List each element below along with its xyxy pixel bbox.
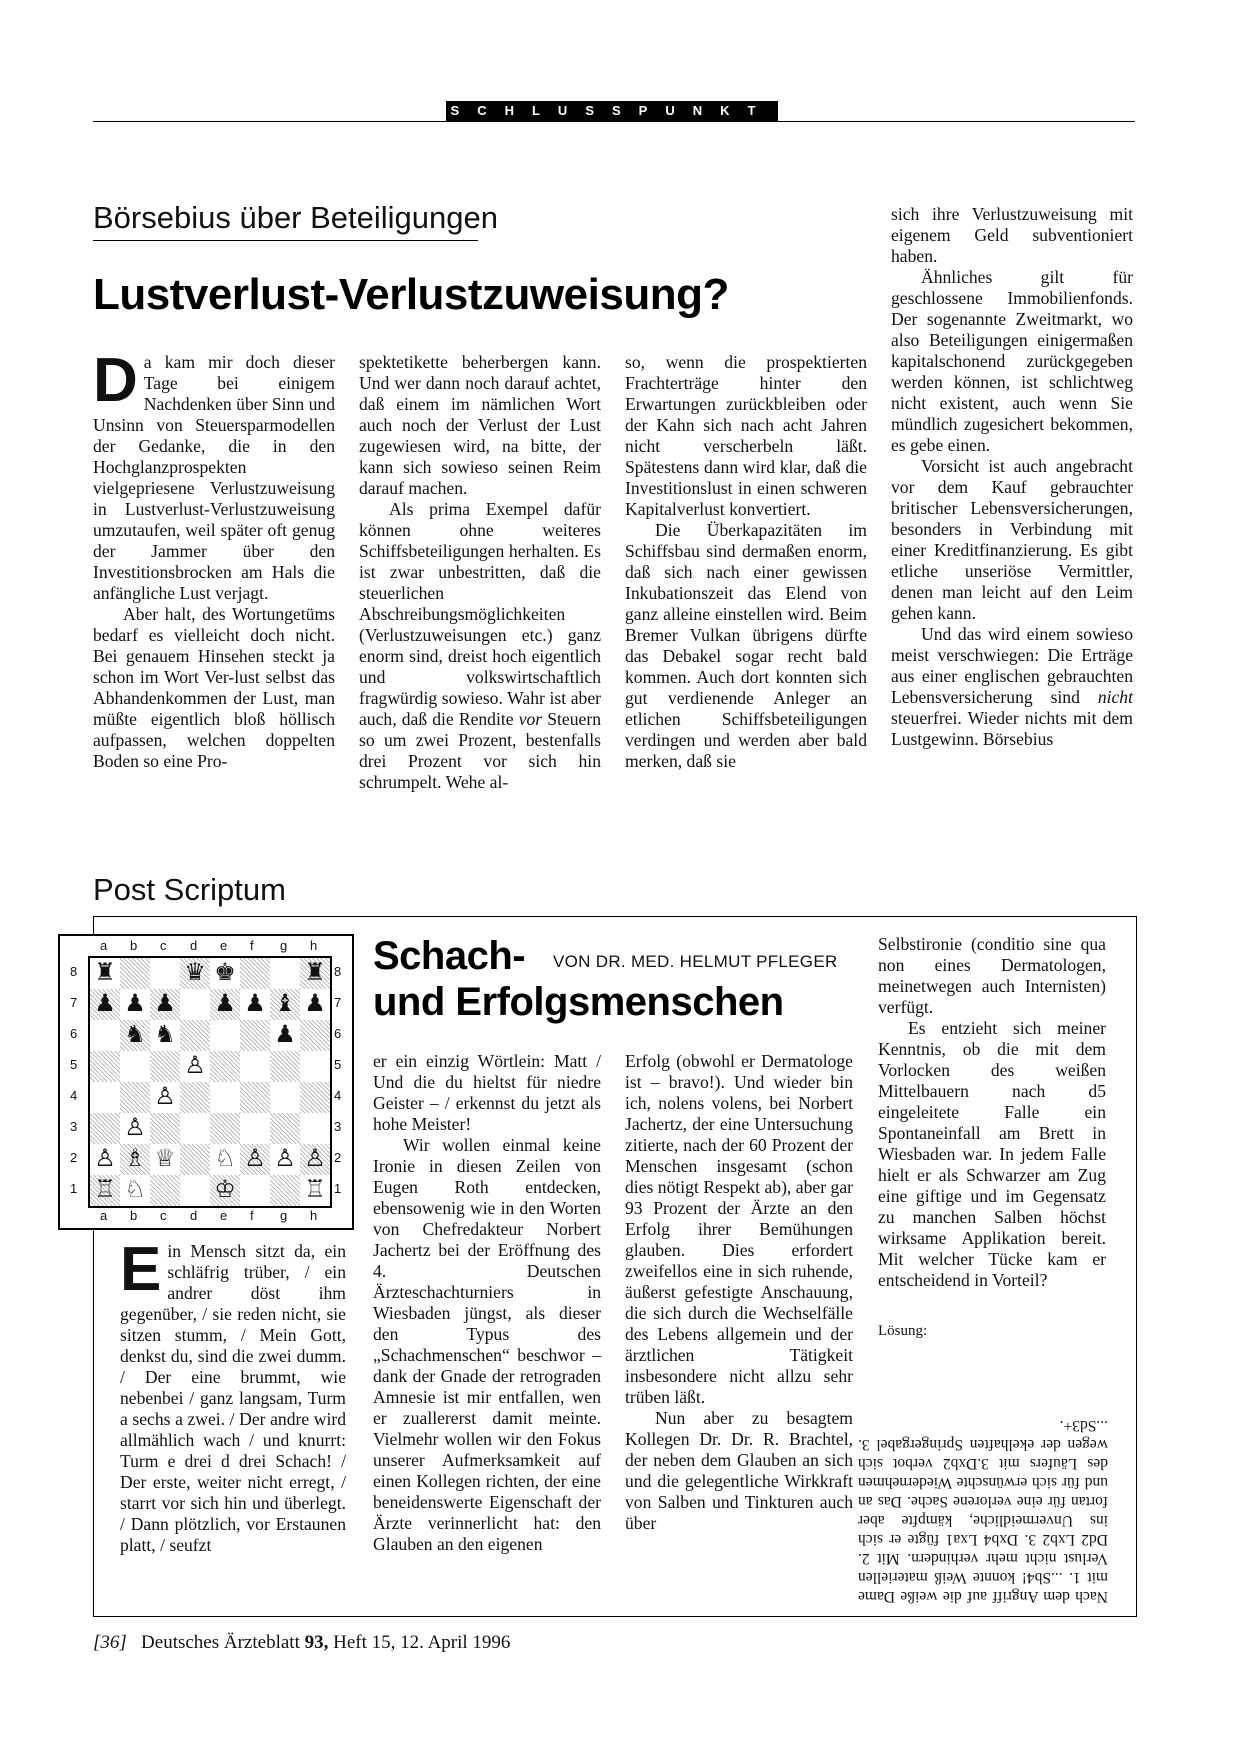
ps-byline: VON DR. MED. HELMUT PFLEGER: [553, 952, 838, 971]
rank-label: 3: [334, 1119, 342, 1134]
article-column-2: [359, 352, 601, 793]
paragraph: Selbstironie (conditio sine qua non eines Dermatologen, meinetwegen auch Internisten) verfügt.: [878, 934, 1106, 1017]
square-a8: ♜: [94, 960, 116, 986]
square-a4: [90, 1082, 120, 1113]
file-label: g: [280, 1208, 288, 1223]
square-e5: [210, 1051, 240, 1082]
paragraph: Erfolg (obwohl er Dermatologe ist – bravo!). Und wieder bin ich, nolens volens, bei Norbert Jachertz, der eine Untersuchung zitierte, nach der 60 Prozent der Menschen insgesamt (schon dies nötigt Respekt ab), aber gar 93 Prozent der Ärzte an den Erfolg ihrer Bemühungen glauben. Dies erfordert zweifellos eine in sich ruhende, äußerst gefestigte Anschauung, die sich durch die Wechselfälle des Lebens allgemein und der ärztlichen Tätigkeit insbesondere nicht allzu sehr trüben läßt.: [625, 1051, 853, 1407]
paragraph: Und das wird einem sowieso meist verschwiegen: Die Erträge aus einer englischen gebrauchten Lebensversicherung sind nicht steuerfrei. Wieder nichts mit dem Lustgewinn. Börsebius: [891, 624, 1133, 749]
square-h6: [300, 1020, 330, 1051]
rank-label: 8: [70, 964, 78, 979]
square-f2: ♙: [240, 1144, 270, 1175]
rank-label: 5: [70, 1057, 78, 1072]
square-e1: ♔: [210, 1175, 240, 1206]
chess-diagram: [58, 934, 354, 1230]
ps-column-1: [120, 1235, 346, 1556]
square-b2: ♗: [120, 1144, 150, 1175]
file-label: a: [100, 938, 108, 953]
square-a2: ♙: [94, 1146, 116, 1172]
rank-label: 1: [70, 1181, 78, 1196]
square-e4: [210, 1082, 240, 1113]
square-a7: ♟: [90, 989, 120, 1020]
header-rule: [93, 121, 1135, 122]
square-f8: [240, 958, 270, 989]
file-label: f: [250, 1208, 254, 1223]
article-column-4: [891, 204, 1133, 750]
square-c7: ♟: [150, 989, 180, 1020]
square-b5: [120, 1051, 150, 1082]
square-d1: [180, 1175, 210, 1206]
square-f1: [240, 1175, 270, 1206]
article-column-3: [625, 352, 867, 772]
rank-label: 7: [334, 995, 342, 1010]
square-c3: [150, 1113, 180, 1144]
square-h1: ♖: [304, 1177, 326, 1203]
file-label: d: [190, 1208, 198, 1223]
paragraph: Die Überkapazitäten im Schiffsbau sind dermaßen enorm, daß sich nach einer gewissen Inkubationszeit das Elend von ganz alleine einstellen wird. Beim Bremer Vulkan übrigens dürfte das Debakel sogar recht bald kommen. Auch dort konnten sich gut verdienende Anleger an etlichen Schiffsbeteiligungen verdingen und werden aber bald merken, daß sie: [625, 520, 867, 771]
square-d5: ♙: [184, 1053, 206, 1079]
square-f5: [240, 1051, 270, 1082]
square-e7: ♟: [210, 989, 240, 1020]
square-a1: ♖: [90, 1175, 120, 1206]
rank-label: 1: [334, 1181, 342, 1196]
square-a5: [90, 1051, 120, 1082]
solution-label: Lösung:: [878, 1323, 928, 1339]
article-column-1: [93, 346, 335, 772]
file-label: h: [310, 938, 318, 953]
rank-label: 2: [70, 1150, 78, 1165]
section-tag: SCHLUSSPUNKT: [446, 101, 778, 121]
article-kicker: Börsebius über Beteiligungen: [93, 200, 498, 235]
paragraph: spektetikette beherbergen kann. Und wer dann noch darauf achtet, daß einem im nämlichen Wort auch noch der Verlust der Lust zugewiesen wird, na bitte, der kann sich sowieso seinen Reim darauf machen.: [359, 352, 601, 498]
file-label: b: [130, 1208, 138, 1223]
square-g3: [270, 1113, 300, 1144]
file-label: d: [190, 938, 198, 953]
article-dropcap: D: [93, 346, 138, 415]
file-label: h: [310, 1208, 318, 1223]
paragraph: Ähnliches gilt für geschlossene Immobilienfonds. Der sogenannte Zweitmarkt, wo also Beteiligungen einigermaßen kapitalschonend zurückgegeben werden können, ist schlichtweg nicht existent, auch wenn Sie mündlich zugesichert bekommen, es gebe einen.: [891, 267, 1133, 455]
article-headline: Lustverlust-Verlustzuweisung?: [93, 270, 729, 319]
paragraph: so, wenn die prospektierten Frachterträge hinter den Erwartungen zurückbleiben oder der Kahn sich nach acht Jahren nicht verscherbeln läßt. Spätestens dann wird klar, daß die Investitionslust in einen schweren Kapitalverlust konvertiert.: [625, 352, 867, 519]
square-a6: [90, 1020, 120, 1051]
square-d7: [180, 989, 210, 1020]
file-label: a: [100, 1208, 108, 1223]
square-b7: ♟: [124, 991, 146, 1017]
square-b4: [120, 1082, 150, 1113]
paragraph: sich ihre Verlustzuweisung mit eigenem Geld subventioniert haben.: [891, 204, 1133, 266]
ps-column-2: [373, 1051, 601, 1555]
paragraph: a kam mir doch dieser Tage bei einigem Nachdenken über Sinn und Unsinn von Steuersparmodellen der Gedanke, die in den Hochglanzprospekten vielgepriesene Verlustzuweisung in Lustverlust-Verlustzuweisung umzutaufen, weil später oft genug der Jammer über den Investitionsbrocken am Hals die anfängliche Lust verjagt.: [93, 352, 335, 603]
square-f7: ♟: [244, 991, 266, 1017]
chess-board: [88, 956, 332, 1208]
paragraph: Wir wollen einmal keine Ironie in diesen Zeilen von Eugen Roth entdecken, ebensowenig wie in den Worten von Chefredakteur Norbert Jachertz bei der Eröffnung des 4. Deutschen Ärzteschachturniers in Wiesbaden jüngst, als dieser den Typus des „Schachmenschen“ beschwor – dank der Gnade der retrograden Amnesie ist mir entfallen, wen er zuallererst damit meinte. Vielmehr wollen wir den Fokus unserer Aufmerksamkeit auf einen Kollegen richten, der eine beneidenswerte Eigenschaft der Ärzte verinnerlicht hat: den Glauben an den eigenen: [373, 1135, 601, 1554]
rank-label: 2: [334, 1150, 342, 1165]
rank-label: 4: [70, 1088, 78, 1103]
ps-dropcap: E: [120, 1235, 162, 1304]
rank-label: 3: [70, 1119, 78, 1134]
journal-name: Deutsches Ärzteblatt: [141, 1632, 300, 1653]
square-g7: ♝: [270, 989, 300, 1020]
kicker-underline: [93, 240, 478, 241]
square-g4: [270, 1082, 300, 1113]
square-b1: ♘: [124, 1177, 146, 1203]
rank-label: 5: [334, 1057, 342, 1072]
page-number: [36]: [93, 1632, 127, 1653]
ps-column-3: [625, 1051, 853, 1534]
journal-issue: Heft 15, 12. April 1996: [333, 1632, 511, 1653]
square-b8: [120, 958, 150, 989]
square-f3: [240, 1113, 270, 1144]
square-a3: [90, 1113, 120, 1144]
square-b6: ♞: [120, 1020, 150, 1051]
rank-label: 7: [70, 995, 78, 1010]
square-c2: ♕: [154, 1146, 176, 1172]
square-e3: [210, 1113, 240, 1144]
file-label: c: [160, 938, 167, 953]
ps-kicker: Post Scriptum: [93, 872, 286, 907]
paragraph: Als prima Exempel dafür können ohne weiteres Schiffsbeteiligungen herhalten. Es ist zwar unbestritten, daß die steuerlichen Abschreibungsmöglichkeiten (Verlustzuweisungen etc.) ganz enorm sind, dreist hoch eigentlich und volkswirtschaftlich fragwürdig sowieso. Wahr ist aber auch, daß die Rendite vor Steuern so um zwei Prozent, bestenfalls drei Prozent vor sich hin schrumpelt. Wehe al-: [359, 499, 601, 792]
square-d3: [180, 1113, 210, 1144]
square-h2: ♙: [300, 1144, 330, 1175]
square-e2: ♘: [214, 1146, 236, 1172]
square-e8: ♚: [214, 960, 236, 986]
square-g6: ♟: [274, 1022, 296, 1048]
square-d6: [180, 1020, 210, 1051]
square-d4: [180, 1082, 210, 1113]
rank-label: 4: [334, 1088, 342, 1103]
rank-label: 8: [334, 964, 342, 979]
square-c8: [150, 958, 180, 989]
square-d8: ♛: [180, 958, 210, 989]
rank-label: 6: [70, 1026, 78, 1041]
square-f6: [240, 1020, 270, 1051]
paragraph: er ein einzig Wörtlein: Matt / Und die du hieltst für niedre Geister – / erkennst du jetzt als hohe Meister!: [373, 1051, 601, 1134]
square-g5: [270, 1051, 300, 1082]
file-label: c: [160, 1208, 167, 1223]
file-label: e: [220, 1208, 228, 1223]
square-h4: [300, 1082, 330, 1113]
ps-column-4: [878, 934, 1106, 1291]
paragraph: Vorsicht ist auch angebracht vor dem Kauf gebrauchter britischer Lebensversicherungen, besonders in Verbindung mit einer Kreditfinanzierung. Es gibt etliche unseriöse Vermittler, denen man leicht auf den Leim gehen kann.: [891, 456, 1133, 623]
paragraph: Nun aber zu besagtem Kollegen Dr. Dr. R. Brachtel, der neben dem Glauben an sich und die gelegentliche Wirkkraft von Salben und Tinkturen auch über: [625, 1408, 853, 1533]
square-c6: ♞: [154, 1022, 176, 1048]
ps-headline-line1: Schach-: [373, 934, 526, 978]
square-d2: [180, 1144, 210, 1175]
square-h8: ♜: [300, 958, 330, 989]
square-b3: ♙: [124, 1115, 146, 1141]
square-c1: [150, 1175, 180, 1206]
solution-upside-down: Nach dem Angriff auf die weiße Dame mit 1. ...Sb4! konnte Weiß materiellen Verlust nicht mehr verhindern. Mit 2. Dd2 Lxb2 3. Dxb4 Lxa1 fügte er sich ins Unvermeidliche, kämpfte aber fortan für eine verlorene Sache. Das an und für sich erwünschte Wiedernehmen des Läufers mit 3.Dxb2 verbot sich wegen der ekelhaften Springergabel 3. ...Sd3+.: [858, 1417, 1108, 1605]
journal-volume: 93,: [304, 1632, 329, 1653]
square-g8: [270, 958, 300, 989]
square-e6: [210, 1020, 240, 1051]
file-label: e: [220, 938, 228, 953]
rank-label: 6: [334, 1026, 342, 1041]
square-g2: ♙: [274, 1146, 296, 1172]
square-h7: ♟: [304, 991, 326, 1017]
footer: [93, 1632, 510, 1654]
square-c5: [150, 1051, 180, 1082]
square-g1: [270, 1175, 300, 1206]
square-f4: [240, 1082, 270, 1113]
file-label: g: [280, 938, 288, 953]
paragraph: Es entzieht sich meiner Kenntnis, ob die mit dem Vorlocken des weißen Mittelbauern nach d5 eingeleitete Falle ein Spontaneinfall am Brett in Wiesbaden war. In jedem Falle hielt er als Schwarzer am Zug eine giftige und im Gegensatz zu manchen Salben höchst wirksame Applikation bereit. Mit welcher Tücke kam er entscheidend in Vorteil?: [878, 1018, 1106, 1290]
square-h3: [300, 1113, 330, 1144]
file-label: f: [250, 938, 254, 953]
file-label: b: [130, 938, 138, 953]
ps-headline-line2: und Erfolgsmenschen: [373, 980, 784, 1024]
paragraph: Aber halt, des Wortungetüms bedarf es vielleicht doch nicht. Bei genauem Hinsehen steckt ja schon im Wort Ver-lust selbst das Abhandenkommen der Lust, man müßte eigentlich bloß höllisch aufpassen, welchen doppelten Boden so eine Pro-: [93, 604, 335, 771]
square-h5: [300, 1051, 330, 1082]
paragraph: in Mensch sitzt da, ein schläfrig trüber, / ein andrer döst ihm gegenüber, / sie reden nicht, sie sitzen stumm, / Mein Gott, denkst du, sind die zwei dumm. / Der eine brummt, wie nebenbei / ganz langsam, Turm a sechs a zwei. / Der andre wird allmählich wach / und knurrt: Turm e drei d drei Schach! / Der erste, weiter nicht erregt, / starrt vor sich hin und überlegt. / Dann plötzlich, vor Erstaunen platt, / seufzt: [120, 1241, 346, 1555]
square-c4: ♙: [154, 1084, 176, 1110]
